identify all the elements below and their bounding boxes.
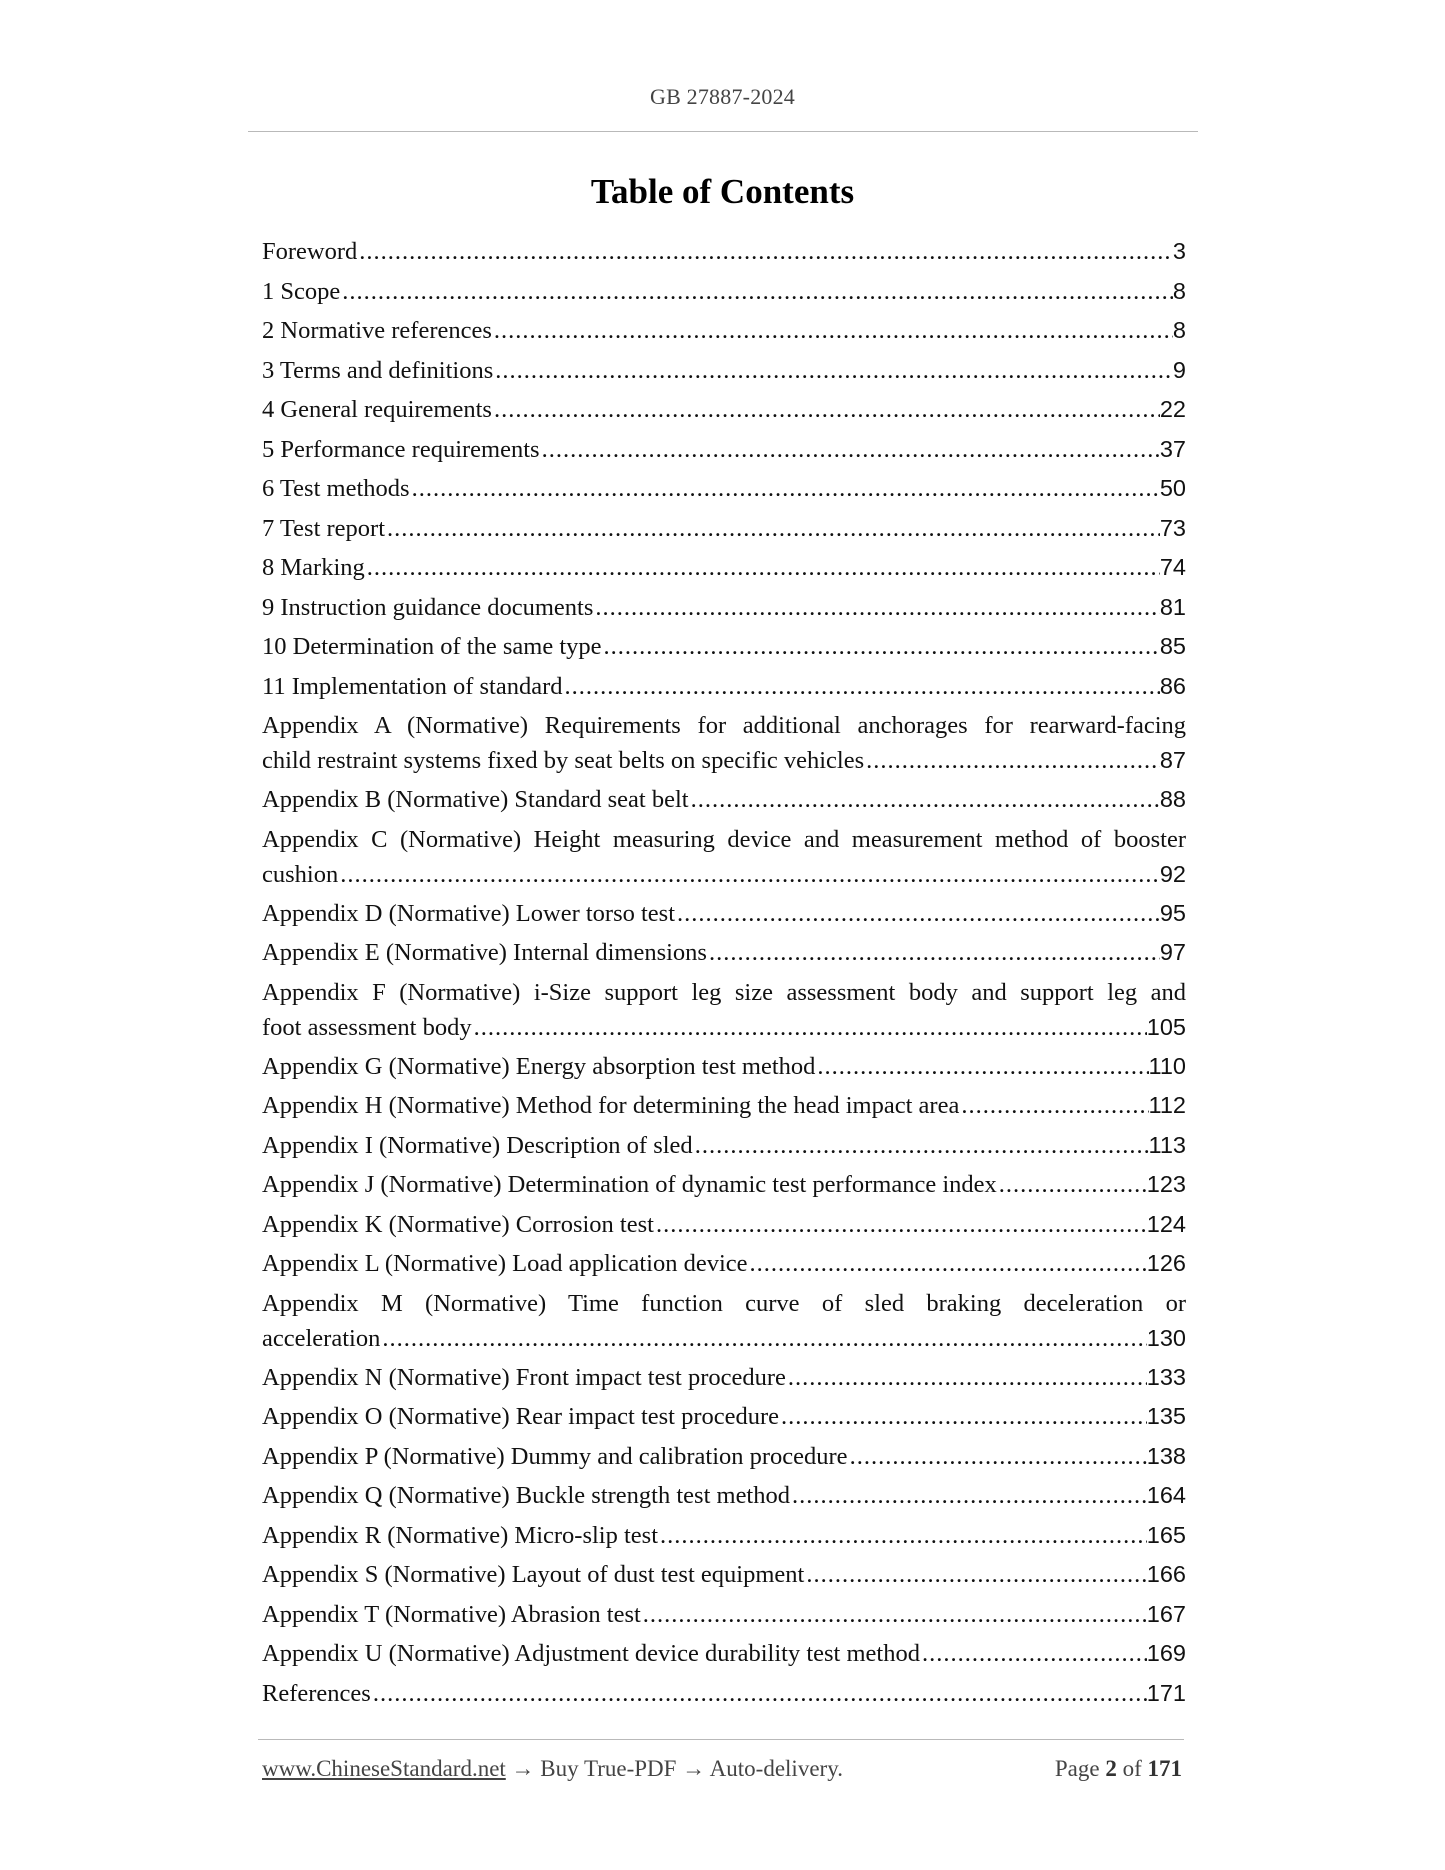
toc-entry-title: Appendix J (Normative) Determination of dynamic test performance index [262,1171,997,1198]
toc-entry-title: 1 Scope [262,277,341,305]
toc-page-number: 86 [1159,672,1186,699]
toc-entry-title-continued: foot assessment body [262,1013,472,1041]
toc-page-number: 92 [1159,860,1186,887]
toc-entry[interactable] [262,1476,1186,1516]
dot-leader [848,1437,1147,1477]
toc-page-number: 73 [1159,514,1186,541]
toc-entry[interactable] [262,1047,1186,1087]
toc-page-number: 87 [1159,747,1186,773]
toc-entry-line [262,1634,1186,1674]
toc-page-number: 130 [1146,1324,1186,1351]
toc-entry-title: 3 Terms and definitions [262,356,494,384]
toc-entry-line [262,390,1186,430]
toc-entry-title: Appendix D (Normative) Lower torso test [262,899,675,927]
of-word: of [1122,1756,1142,1781]
toc-entry-title: 7 Test report [262,514,386,542]
dot-leader [338,855,1160,894]
page-word: Page [1054,1756,1100,1781]
total-page-count: 171 [1147,1756,1182,1781]
toc-entry-title: Appendix L (Normative) Load application device [262,1250,748,1277]
arrow-right-icon: → [682,1756,706,1781]
toc-page-number: 105 [1146,1013,1186,1040]
toc-page-number: 50 [1159,475,1186,501]
toc-page-number: 110 [1148,1052,1186,1079]
toc-entry-line [262,933,1186,973]
toc-entry-line [262,1008,1186,1047]
dot-leader [779,1397,1147,1437]
dot-leader [658,1516,1147,1556]
toc-entry-line [262,1595,1186,1635]
toc-entry-line [262,627,1186,667]
toc-entry-line [262,469,1186,509]
toc-page-number: 81 [1159,593,1186,620]
toc-entry[interactable] [262,1284,1186,1358]
toc-page-number: 124 [1146,1210,1186,1237]
toc-entry-line [262,1165,1186,1205]
toc-page-number: 3 [1172,238,1186,264]
footer-divider [258,1739,1184,1740]
toc-entry[interactable] [262,311,1186,351]
toc-entry[interactable] [262,548,1186,588]
toc-page-number: 112 [1148,1092,1186,1118]
toc-entry-line [262,1244,1186,1284]
toc-page-number: 169 [1146,1640,1186,1666]
dot-leader [748,1244,1147,1284]
toc-entry-title: Foreword [262,238,358,265]
toc-entry-line [262,1047,1186,1087]
toc-entry[interactable] [262,1086,1186,1126]
toc-entry-title-continued: child restraint systems fixed by seat belts on specific vehicles [262,747,865,774]
toc-entry[interactable] [262,588,1186,628]
toc-entry-line [262,1476,1186,1516]
toc-entry-title: Appendix H (Normative) Method for determining the head impact area [262,1092,960,1119]
toc-entry-line [262,1674,1186,1714]
toc-page-number: 37 [1159,435,1186,462]
toc-page-number: 138 [1146,1442,1186,1469]
dot-leader [472,1008,1147,1047]
table-of-contents [262,232,1186,1713]
dot-leader [790,1476,1147,1516]
dot-leader [641,1595,1147,1635]
toc-entry[interactable] [262,469,1186,509]
toc-page-number: 8 [1172,277,1186,304]
toc-page-number: 123 [1146,1171,1186,1197]
toc-entry-title: 10 Determination of the same type [262,633,602,660]
toc-entry[interactable] [262,780,1186,820]
toc-entry[interactable] [262,351,1186,391]
dot-leader [786,1358,1147,1398]
page-indicator [1055,1756,1182,1782]
toc-entry-title: References [262,1679,371,1707]
dot-leader [493,351,1173,391]
toc-page-number: 113 [1148,1131,1186,1158]
dot-leader [654,1205,1147,1245]
toc-page-number: 135 [1146,1403,1186,1429]
page-footer [262,1756,1182,1782]
toc-entry-title: Appendix P (Normative) Dummy and calibration procedure [262,1442,848,1470]
toc-entry[interactable] [262,1674,1186,1714]
toc-entry[interactable] [262,1126,1186,1166]
toc-page-number: 126 [1146,1250,1186,1276]
toc-page-number: 133 [1146,1363,1186,1390]
toc-entry-line [262,311,1186,351]
toc-entry-line [262,548,1186,588]
dot-leader [593,588,1160,628]
toc-entry-title: 4 General requirements [262,396,492,423]
toc-entry-line [262,588,1186,628]
toc-entry[interactable] [262,509,1186,549]
toc-entry-title: Appendix I (Normative) Description of sled [262,1131,693,1159]
dot-leader [864,741,1160,780]
toc-page-number: 95 [1159,899,1186,926]
footer-promo [262,1756,843,1782]
dot-leader [997,1165,1147,1205]
toc-page-number: 22 [1159,396,1186,422]
dot-leader [371,1674,1147,1714]
dot-leader [707,933,1160,973]
dot-leader [540,430,1160,470]
toc-entry[interactable] [262,1244,1186,1284]
toc-entry-line [262,1126,1186,1166]
toc-entry-line [262,1086,1186,1126]
page-title: Table of Contents [590,172,855,211]
toc-entry-title: Appendix S (Normative) Layout of dust test equipment [262,1561,805,1588]
toc-entry[interactable] [262,894,1186,934]
document-id-header: GB 27887-2024 [650,84,795,109]
toc-entry-title: Appendix O (Normative) Rear impact test procedure [262,1403,780,1430]
toc-entry-title: 2 Normative references [262,317,492,344]
dot-leader [959,1086,1148,1126]
toc-entry-title: 9 Instruction guidance documents [262,593,594,621]
toc-entry[interactable] [262,627,1186,667]
dot-leader [385,509,1160,549]
toc-entry-line [262,1205,1186,1245]
toc-entry-title: Appendix T (Normative) Abrasion test [262,1600,641,1628]
dot-leader [380,1319,1146,1358]
dot-leader [815,1047,1148,1087]
toc-entry-line [262,741,1186,780]
toc-entry[interactable] [262,1634,1186,1674]
toc-page-number: 164 [1146,1482,1186,1508]
dot-leader [602,627,1160,667]
toc-entry[interactable] [262,667,1186,707]
dot-leader [675,894,1160,934]
toc-entry-line [262,1319,1186,1358]
toc-entry-title: Appendix F (Normative) i-Size support leg size assessment body and support leg and [262,978,1186,1006]
toc-entry-title: Appendix U (Normative) Adjustment device durability test method [262,1640,920,1667]
header-divider [248,131,1198,132]
auto-delivery-text: Auto-delivery. [709,1756,843,1781]
toc-entry-title: 8 Marking [262,554,365,581]
toc-entry[interactable] [262,1595,1186,1635]
arrow-right-icon: → [511,1756,535,1781]
toc-entry-line [262,1516,1186,1556]
toc-entry-line [262,351,1186,391]
dot-leader [492,390,1160,430]
toc-entry-line [262,855,1186,894]
toc-entry-line [262,1437,1186,1477]
toc-entry[interactable] [262,706,1186,780]
toc-entry[interactable] [262,973,1186,1047]
toc-entry-title: 5 Performance requirements [262,435,540,463]
toc-entry-title: Appendix C (Normative) Height measuring device and measurement method of booster [262,825,1186,853]
toc-page-number: 88 [1159,786,1186,812]
dot-leader [920,1634,1147,1674]
toc-entry-line [262,1555,1186,1595]
toc-entry-title: Appendix Q (Normative) Buckle strength test method [262,1482,790,1509]
current-page-number: 2 [1105,1756,1117,1781]
toc-entry[interactable] [262,1555,1186,1595]
toc-entry-title: Appendix A (Normative) Requirements for additional anchorages for rearward-facing [262,712,1186,739]
dot-leader [693,1126,1149,1166]
dot-leader [365,548,1160,588]
toc-entry-title: Appendix E (Normative) Internal dimensions [262,939,707,966]
toc-entry[interactable] [262,430,1186,470]
toc-entry[interactable] [262,1205,1186,1245]
toc-entry-title-continued: acceleration [262,1324,381,1352]
toc-page-number: 165 [1146,1521,1186,1548]
toc-entry[interactable] [262,390,1186,430]
toc-entry-line [262,667,1186,707]
toc-entry[interactable] [262,820,1186,894]
toc-page-number: 97 [1159,939,1186,965]
toc-entry[interactable] [262,1165,1186,1205]
dot-leader [689,780,1160,820]
dot-leader [357,232,1173,272]
dot-leader [492,311,1173,351]
dot-leader [410,469,1160,509]
toc-entry-title: Appendix B (Normative) Standard seat belt [262,786,689,813]
toc-entry[interactable] [262,933,1186,973]
toc-entry[interactable] [262,272,1186,312]
toc-page-number: 85 [1159,633,1186,659]
dot-leader [340,272,1173,312]
toc-entry-line [262,272,1186,312]
toc-entry-title-continued: cushion [262,860,339,888]
toc-entry-line [262,894,1186,934]
toc-page-number: 9 [1172,356,1186,383]
toc-entry-title: 6 Test methods [262,475,410,502]
toc-entry-line [262,509,1186,549]
toc-page-number: 171 [1146,1679,1186,1706]
toc-entry-title: Appendix R (Normative) Micro-slip test [262,1521,659,1549]
toc-entry[interactable] [262,1397,1186,1437]
toc-entry-title: Appendix G (Normative) Energy absorption test method [262,1052,816,1080]
toc-entry[interactable] [262,1437,1186,1477]
toc-page-number: 74 [1159,554,1186,580]
toc-page-number: 8 [1172,317,1186,343]
website-link[interactable]: www.ChineseStandard.net [262,1756,506,1781]
toc-entry[interactable] [262,1358,1186,1398]
toc-page-number: 167 [1146,1600,1186,1627]
buy-true-pdf-text: Buy True-PDF [540,1756,677,1781]
toc-entry[interactable] [262,1516,1186,1556]
toc-entry-line [262,1397,1186,1437]
dot-leader [804,1555,1146,1595]
toc-entry-title: Appendix M (Normative) Time function curve of sled braking deceleration or [262,1289,1186,1317]
toc-entry-title: Appendix K (Normative) Corrosion test [262,1210,654,1238]
toc-entry-title: Appendix N (Normative) Front impact test procedure [262,1363,786,1391]
toc-entry-line [262,430,1186,470]
toc-page-number: 166 [1146,1561,1186,1587]
toc-entry-title: 11 Implementation of standard [262,672,563,700]
toc-entry-line [262,232,1186,272]
toc-entry-line [262,1358,1186,1398]
toc-entry-line [262,780,1186,820]
dot-leader [563,667,1160,707]
toc-entry[interactable] [262,232,1186,272]
